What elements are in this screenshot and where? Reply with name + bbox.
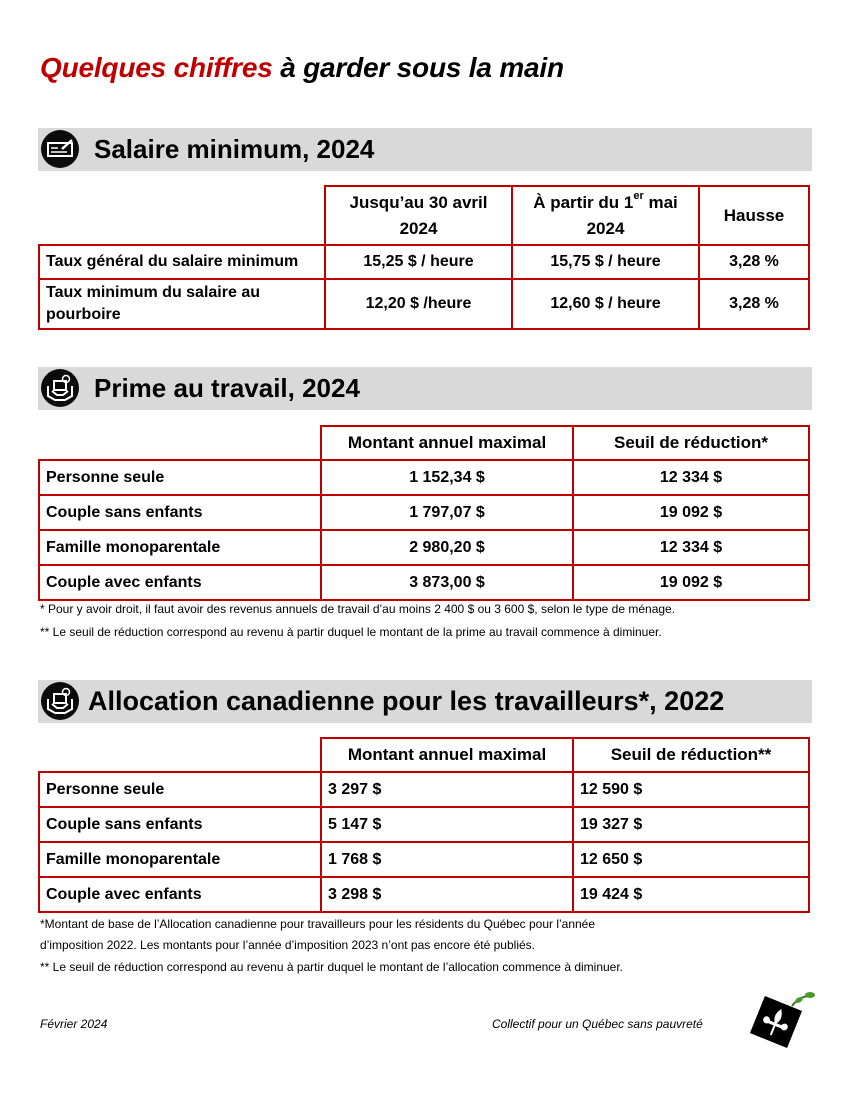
section-header-min-wage (38, 128, 812, 171)
section-header-work-premium (38, 367, 812, 410)
cell-increase: 3,28 % (699, 245, 809, 279)
section-heading-canada-benefit: Allocation canadienne pour les travailleurs*, 2022 (88, 686, 725, 716)
footnote: * Pour y avoir droit, il faut avoir des revenus annuels de travail d’au moins 2 400 $ ou 3 600 $, selon le type de ménage. (40, 602, 676, 616)
cell-max: 1 152,34 $ (321, 460, 573, 495)
cell-threshold: 12 590 $ (573, 772, 809, 807)
column-header-max: Montant annuel maximal (321, 426, 573, 460)
cell-threshold: 19 327 $ (573, 807, 809, 842)
cell-max: 1 797,07 $ (321, 495, 573, 530)
row-label: Couple sans enfants (39, 495, 321, 530)
table-row (39, 877, 809, 912)
section-heading-min-wage: Salaire minimum, 2024 (94, 134, 375, 164)
cell-threshold: 19 092 $ (573, 565, 809, 600)
page-title-rest: à garder sous la main (272, 52, 564, 83)
table-row (39, 565, 809, 600)
cell-threshold: 19 424 $ (573, 877, 809, 912)
table-row (39, 245, 809, 279)
row-label: Famille monoparentale (39, 530, 321, 565)
row-label: Personne seule (39, 460, 321, 495)
cell-max: 2 980,20 $ (321, 530, 573, 565)
cell-increase: 3,28 % (699, 279, 809, 329)
cell-threshold: 12 650 $ (573, 842, 809, 877)
column-header-threshold: Seuil de réduction* (573, 426, 809, 460)
row-label: Personne seule (39, 772, 321, 807)
canada-benefit-table (38, 737, 810, 913)
cheque-icon (41, 130, 79, 168)
row-label: Taux général du salaire minimum (39, 245, 325, 279)
cell-threshold: 12 334 $ (573, 530, 809, 565)
cell-until: 15,25 $ / heure (325, 245, 512, 279)
work-premium-table (38, 425, 810, 601)
cell-threshold: 19 092 $ (573, 495, 809, 530)
table-row (39, 279, 809, 329)
row-label: Couple avec enfants (39, 565, 321, 600)
row-label: Famille monoparentale (39, 842, 321, 877)
column-header-until: Jusqu’au 30 avril 2024 (325, 186, 512, 245)
cell-max: 3 298 $ (321, 877, 573, 912)
page-title (40, 52, 564, 84)
fleur-de-lis-logo-icon (748, 988, 818, 1053)
table-row (39, 807, 809, 842)
row-label: Couple avec enfants (39, 877, 321, 912)
cell-from: 12,60 $ / heure (512, 279, 699, 329)
min-wage-table (38, 185, 810, 330)
cell-max: 3 297 $ (321, 772, 573, 807)
section-heading-work-premium: Prime au travail, 2024 (94, 373, 360, 403)
hands-money-icon (41, 682, 79, 720)
cell-until: 12,20 $ /heure (325, 279, 512, 329)
column-header-threshold: Seuil de réduction** (573, 738, 809, 772)
footnote: d’imposition 2022. Les montants pour l’année d’imposition 2023 n’ont pas encore été publiés. (40, 938, 535, 952)
hands-money-icon (41, 369, 79, 407)
table-row (39, 495, 809, 530)
column-header-increase: Hausse (699, 186, 809, 245)
row-label: Couple sans enfants (39, 807, 321, 842)
cell-max: 1 768 $ (321, 842, 573, 877)
cell-from: 15,75 $ / heure (512, 245, 699, 279)
table-row (39, 530, 809, 565)
page-title-accent: Quelques chiffres (40, 52, 273, 83)
cell-threshold: 12 334 $ (573, 460, 809, 495)
table-header-row (39, 426, 809, 460)
column-header-from: À partir du 1er mai 2024 (512, 186, 699, 245)
section-header-canada-benefit (38, 680, 812, 723)
cell-max: 5 147 $ (321, 807, 573, 842)
footer-date: Février 2024 (40, 1017, 108, 1031)
table-header-row (39, 738, 809, 772)
footnote: ** Le seuil de réduction correspond au revenu à partir duquel le montant de l’allocation commence à diminuer. (40, 960, 624, 974)
table-header-row (39, 186, 809, 245)
table-row (39, 772, 809, 807)
column-header-max: Montant annuel maximal (321, 738, 573, 772)
footer-organization: Collectif pour un Québec sans pauvreté (492, 1017, 703, 1031)
row-label: Taux minimum du salaire au pourboire (39, 279, 325, 329)
table-row (39, 460, 809, 495)
cell-max: 3 873,00 $ (321, 565, 573, 600)
footnote: *Montant de base de l’Allocation canadienne pour travailleurs pour les résidents du Québec pour l’année (40, 917, 596, 931)
footnote: ** Le seuil de réduction correspond au revenu à partir duquel le montant de la prime au travail commence à diminuer. (40, 625, 662, 639)
table-row (39, 842, 809, 877)
